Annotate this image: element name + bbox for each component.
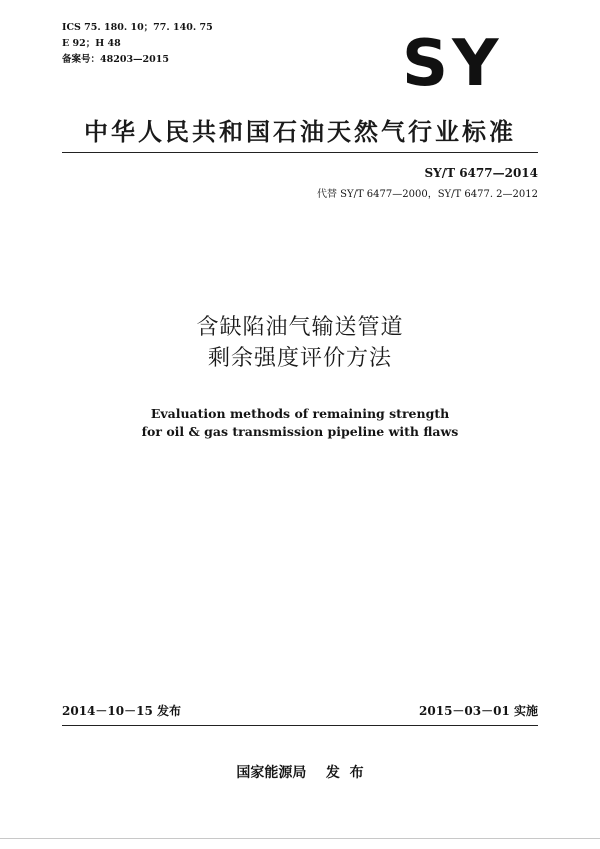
bottom-divider xyxy=(62,725,538,726)
issue-date: 2014－10－15 发布 xyxy=(62,704,181,718)
replaces-note: 代替 SY/T 6477—2000，SY/T 6477. 2—2012 xyxy=(316,189,538,200)
title-cn-line-2: 剩余强度评价方法 xyxy=(207,346,392,371)
standard-number: SY/T 6477—2014 xyxy=(424,166,538,180)
top-divider xyxy=(62,152,538,153)
document-title-chinese xyxy=(0,312,600,374)
title-en-line-2: for oil & gas transmission pipeline with flaws xyxy=(141,424,459,439)
title-cn-line-1: 含缺陷油气输送管道 xyxy=(196,315,404,340)
page-edge-line xyxy=(0,838,600,839)
classification-block xyxy=(62,20,213,68)
title-en-line-1: Evaluation methods of remaining strength xyxy=(150,406,450,421)
document-title-english xyxy=(0,405,600,441)
ics-code: ICS 75. 180. 10；77. 140. 75 xyxy=(62,22,213,33)
sy-logo: SY xyxy=(402,27,503,101)
classification-code: E 92；H 48 xyxy=(62,38,121,49)
implementation-date: 2015－03－01 实施 xyxy=(419,704,538,718)
standard-category-title: 中华人民共和国石油天然气行业标准 xyxy=(84,118,516,146)
issuing-authority: 国家能源局 发 布 xyxy=(236,765,364,781)
filing-number: 备案号：48203—2015 xyxy=(62,54,169,65)
